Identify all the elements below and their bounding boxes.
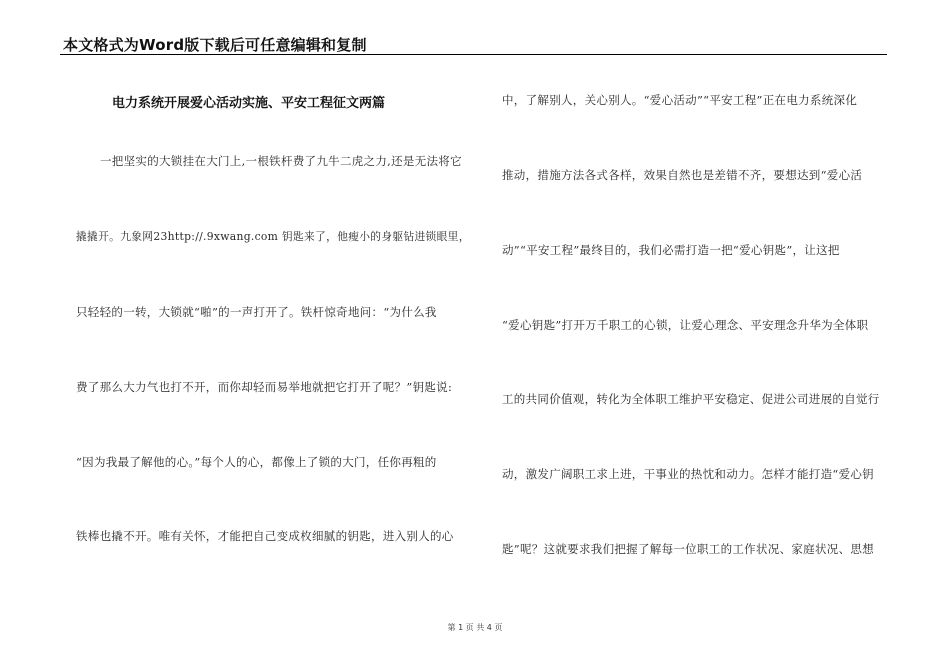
- right-line-1: 中，了解别人，关心别人。“爱心活动”“平安工程”正在电力系统深化: [502, 93, 858, 107]
- right-line-7: 匙”呢？这就要求我们把握了解每一位职工的工作状况、家庭状况、思想: [502, 542, 874, 556]
- left-line-6: 铁棒也撬不开。唯有关怀，才能把自己变成枚细腻的钥匙，进入别人的心: [76, 529, 454, 543]
- right-line-2: 推动，措施方法各式各样，效果自然也是差错不齐，要想达到“爱心活: [502, 168, 863, 182]
- left-line-1: 一把坚实的大锁挂在大门上,一根铁杆费了九牛二虎之力,还是无法将它: [100, 154, 462, 168]
- left-line-2: 撬撬开。九象网23http://.9xwang.com 钥匙来了，他瘦小的身躯钻进锁眼里，: [76, 230, 470, 243]
- right-line-6: 动，激发广阔职工求上进，干事业的热忱和动力。怎样才能打造“爱心钥: [502, 467, 874, 481]
- right-line-4: “爱心钥匙”打开万千职工的心锁，让爱心理念、平安理念升华为全体职: [502, 318, 869, 332]
- right-line-5: 工的共同价值观，转化为全体职工维护平安稳定、促进公司进展的自觉行: [502, 392, 880, 406]
- left-line-5: “因为我最了解他的心。”每个人的心，都像上了锁的大门，任你再粗的: [76, 455, 437, 469]
- article-title: 电力系统开展爱心活动实施、平安工程征文两篇: [112, 96, 386, 111]
- left-line-3: 只轻轻的一转，大锁就“啪”的一声打开了。铁杆惊奇地问：“为什么我: [76, 305, 437, 319]
- left-line-4: 费了那么大力气也打不开，而你却轻而易举地就把它打开了呢？”钥匙说:: [76, 380, 453, 394]
- right-line-3: 动”“平安工程”最终目的，我们必需打造一把“爱心钥匙”，让这把: [502, 243, 840, 257]
- document-header: 本文格式为Word版下载后可任意编辑和复制: [63, 36, 367, 54]
- page-number-footer: 第 1 页 共 4 页: [447, 623, 503, 632]
- header-rule: [60, 54, 887, 55]
